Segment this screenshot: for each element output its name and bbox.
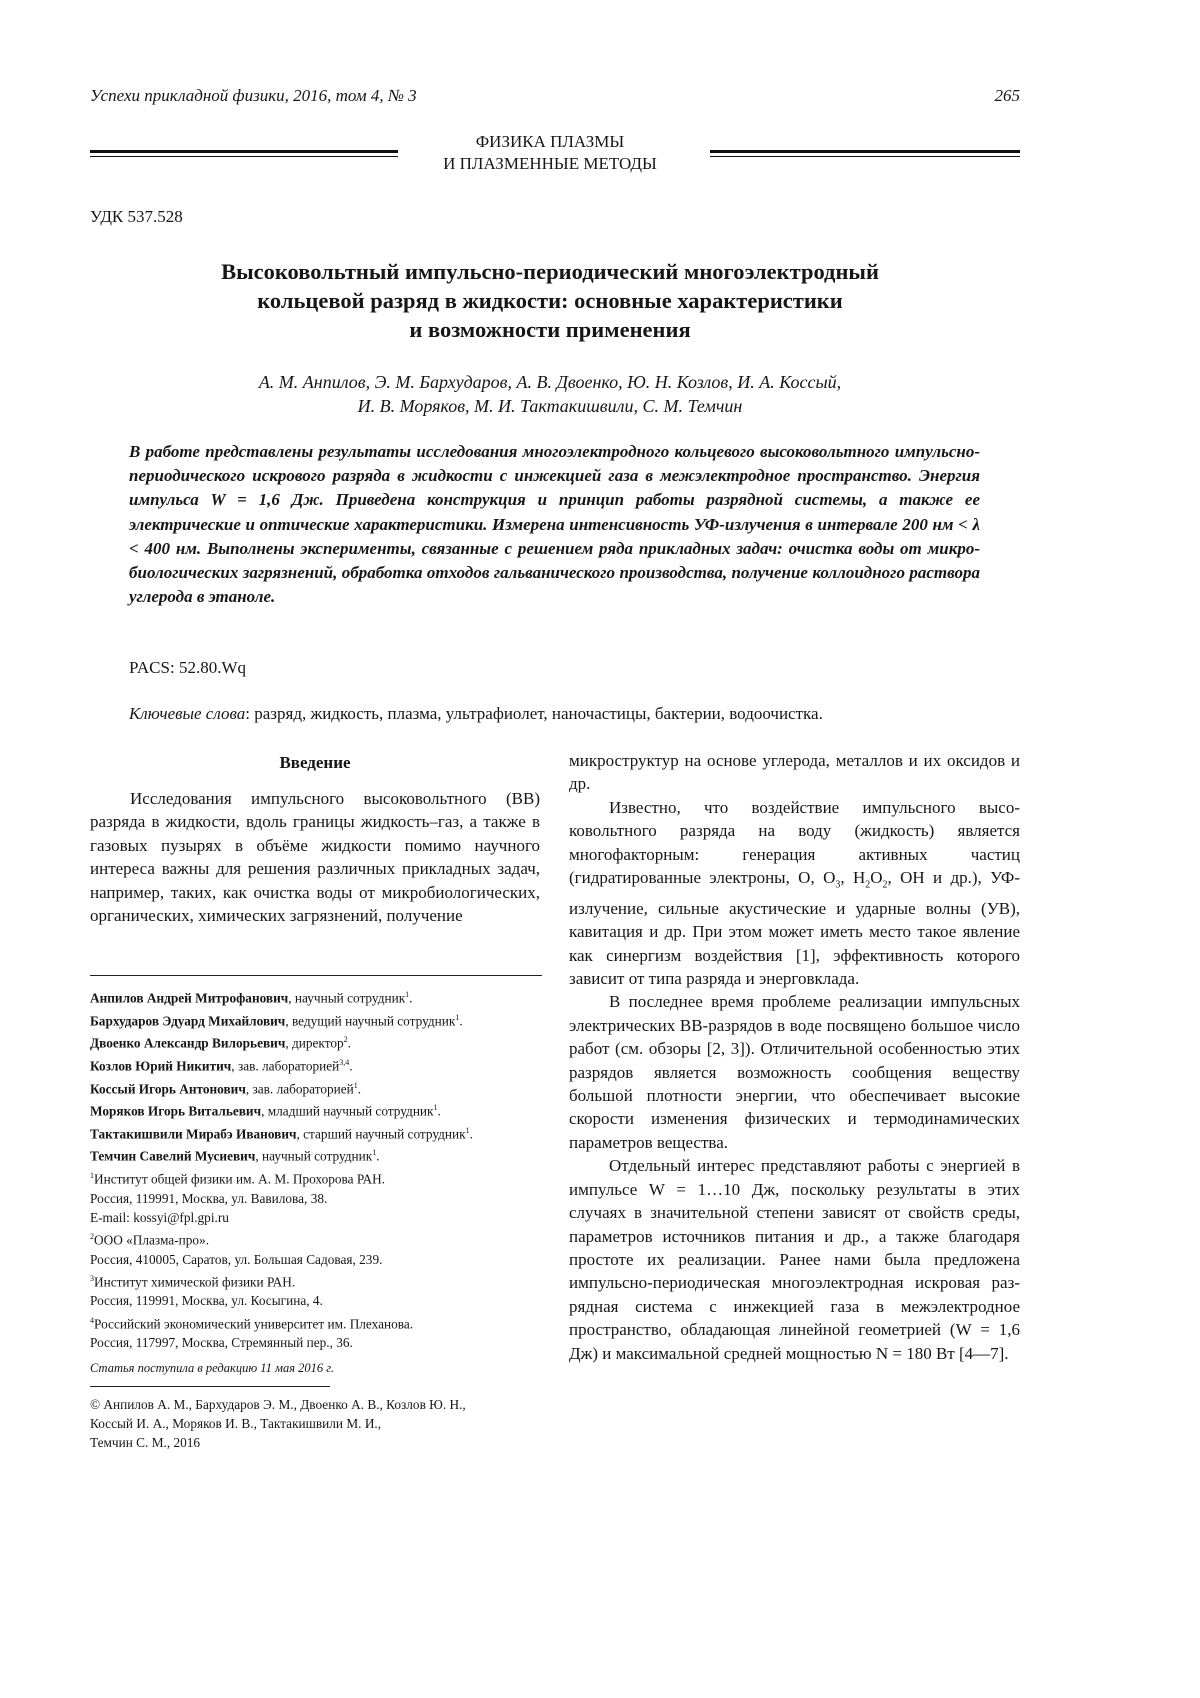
intro-paragraph-1: Исследования импульсного высоковольтного (ВВ) разряда в жидкости, вдоль границы жидкость–газ, а также в газовых пузырях в объёме жидкости помимо научного интереса важны для решения различных прикладных задач, например, таких, как очистка воды от микробиологических, органических, химических загрязнений, получение <box>90 789 540 926</box>
keywords <box>129 704 823 724</box>
keywords-text: разряд, жидкость, плазма, ультрафиолет, наночастицы, бактерии, водоочистка. <box>254 704 823 723</box>
footnote-author: Бархударов Эдуард Михайлович, ведущий научный сотрудник$^1$. <box>90 1012 463 1029</box>
affiliation-org: $^2$ООО «Плазма-про». <box>90 1232 210 1248</box>
pacs-code: PACS: 52.80.Wq <box>129 658 246 677</box>
affiliation-address: Россия, 119991, Москва, ул. Вавилова, 38. <box>90 1190 328 1206</box>
abstract: В работе представлены результаты исследования многоэлектродного кольцевого высоковольтного импульсно-периодического искрового разряда в жидкости с инжекцией газа в межэлектродное пространство. Энергия импульса W = 1,6 Дж. Приведена конструкция и принцип работы разрядной системы, а также ее электрические и оптические характеристики. Измерена интенсивность УФ-излучения в интервале 200 нм < λ < 400 нм. Выполнены эксперименты, связанные с решением ряда прикладных задач: очистка воды от микробиологических загрязнений, обработка отходов гальванического производства, получение коллоидного раствора углерода в этаноле. <box>129 442 980 607</box>
section-heading-line1: ФИЗИКА ПЛАЗМЫ <box>475 132 625 151</box>
footnote-author: Тактакишвили Мирабэ Иванович, старший научный сотрудник$^1$. <box>90 1125 473 1142</box>
paper-title <box>120 257 980 344</box>
footnote-author: Моряков Игорь Витальевич, младший научный сотрудник$^1$. <box>90 1103 441 1119</box>
affiliation-address: Россия, 119991, Москва, ул. Косыгина, 4. <box>90 1293 323 1309</box>
keywords-colon: : <box>245 704 255 723</box>
right-paragraph-4: Отдельный интерес представляют работы с энергией в импульсе W = 1…10 Дж, поскольку результаты в этих случаях в значительной степени зависят от свойств среды, параметров источников питания и др., а также благодаря простоте их реализации. Ранее нами была предложена импульсно-периодическая многоэлектродная искровая разрядная система с инжекцией газа в межэлектродное пространство, обладающая линейной геометрией (W = 1,6 Дж) и максимальной средней мощностью N = 180 Вт [4—7]. <box>569 1156 1020 1363</box>
affiliation-address: Россия, 410005, Саратов, ул. Большая Садовая, 239. <box>90 1251 383 1267</box>
author-footnotes <box>90 985 510 1353</box>
footnote-author: Двоенко Александр Вилорьевич, директор$^2$. <box>90 1035 351 1051</box>
authors-line2: И. В. Моряков, М. И. Тактакишвили, С. М. Темчин <box>357 396 743 416</box>
right-continuation: микроструктур на основе углерода, металлов и их оксидов и др. <box>569 751 1020 794</box>
title-line1: Высоковольтный импульсно-периодический многоэлектродный <box>221 259 879 284</box>
affiliation-email: E-mail: kossyi@fpl.gpi.ru <box>90 1209 229 1225</box>
right-paragraph-2: Известно, что воздействие импульсного высоковольтного разряда на воду (жидкость) является многофакторным: генерация активных частиц (гидратированные электроны, O, $O_3$, $H_2O_2$, OH и др.), УФ-излучение, сильные акустические и ударные волны (УВ), кавитация и др. При этом может иметь место такое явление как синергизм воздействия [1], эффективность которого зависит от типа разряда и энерговклада. <box>569 797 1020 989</box>
footnote-author: Козлов Юрий Никитич, зав. лабораторией$^{3,4}$. <box>90 1057 353 1074</box>
title-line2: кольцевой разряд в жидкости: основные характеристики <box>257 288 843 313</box>
title-line3: и возможности применения <box>409 317 691 342</box>
copyright-separator <box>90 1386 330 1387</box>
right-paragraph-3: В последнее время проблеме реализации импульсных электрических ВВ-разрядов в воде посвящено большое число работ (см. обзоры [2, 3]). Отличительной особенностью этих разрядов является возможность сообщения веществу большой плотности энергии, что обеспечивает высокие скорости изменения физических и термодинамических параметров вещества. <box>569 992 1020 1152</box>
left-column <box>90 787 540 927</box>
footnote-author: Коссый Игорь Антонович, зав. лабораторией$^1$. <box>90 1080 362 1096</box>
affiliation-address: Россия, 117997, Москва, Стремянный пер., 36. <box>90 1335 353 1351</box>
affiliation-org: $^4$Российский экономический университет им. Плеханова. <box>90 1315 414 1332</box>
footnote-author: Анпилов Андрей Митрофанович, научный сотрудник$^1$. <box>90 990 413 1006</box>
footnote-separator <box>90 975 542 976</box>
section-heading <box>0 131 1100 175</box>
right-column <box>569 749 1020 1365</box>
author-list <box>120 370 980 418</box>
copyright <box>90 1395 540 1453</box>
footnote-author: Темчин Савелий Мусиевич, научный сотрудник$^1$. <box>90 1148 380 1164</box>
keywords-label: Ключевые слова <box>129 704 246 723</box>
journal-header: Успехи прикладной физики, 2016, том 4, № 3 <box>90 86 417 105</box>
affiliation-org: $^1$Институт общей физики им. А. М. Прохорова РАН. <box>90 1171 386 1187</box>
copyright-line1: © Анпилов А. М., Бархударов Э. М., Двоенко А. В., Козлов Ю. Н., <box>90 1397 466 1412</box>
received-date: Статья поступила в редакцию 11 мая 2016 г. <box>90 1361 335 1375</box>
section-heading-line2: И ПЛАЗМЕННЫЕ МЕТОДЫ <box>443 154 657 173</box>
copyright-line3: Темчин С. М., 2016 <box>90 1435 201 1451</box>
udk-code: УДК 537.528 <box>90 207 183 226</box>
page-number: 265 <box>994 86 1020 105</box>
affiliation-org: $^3$Институт химической физики РАН. <box>90 1273 296 1290</box>
introduction-heading: Введение <box>279 753 351 772</box>
copyright-line2: Коссый И. А., Моряков И. В., Тактакишвили М. И., <box>90 1416 382 1432</box>
authors-line1: А. М. Анпилов, Э. М. Бархударов, А. В. Двоенко, Ю. Н. Козлов, И. А. Коссый, <box>258 372 842 392</box>
